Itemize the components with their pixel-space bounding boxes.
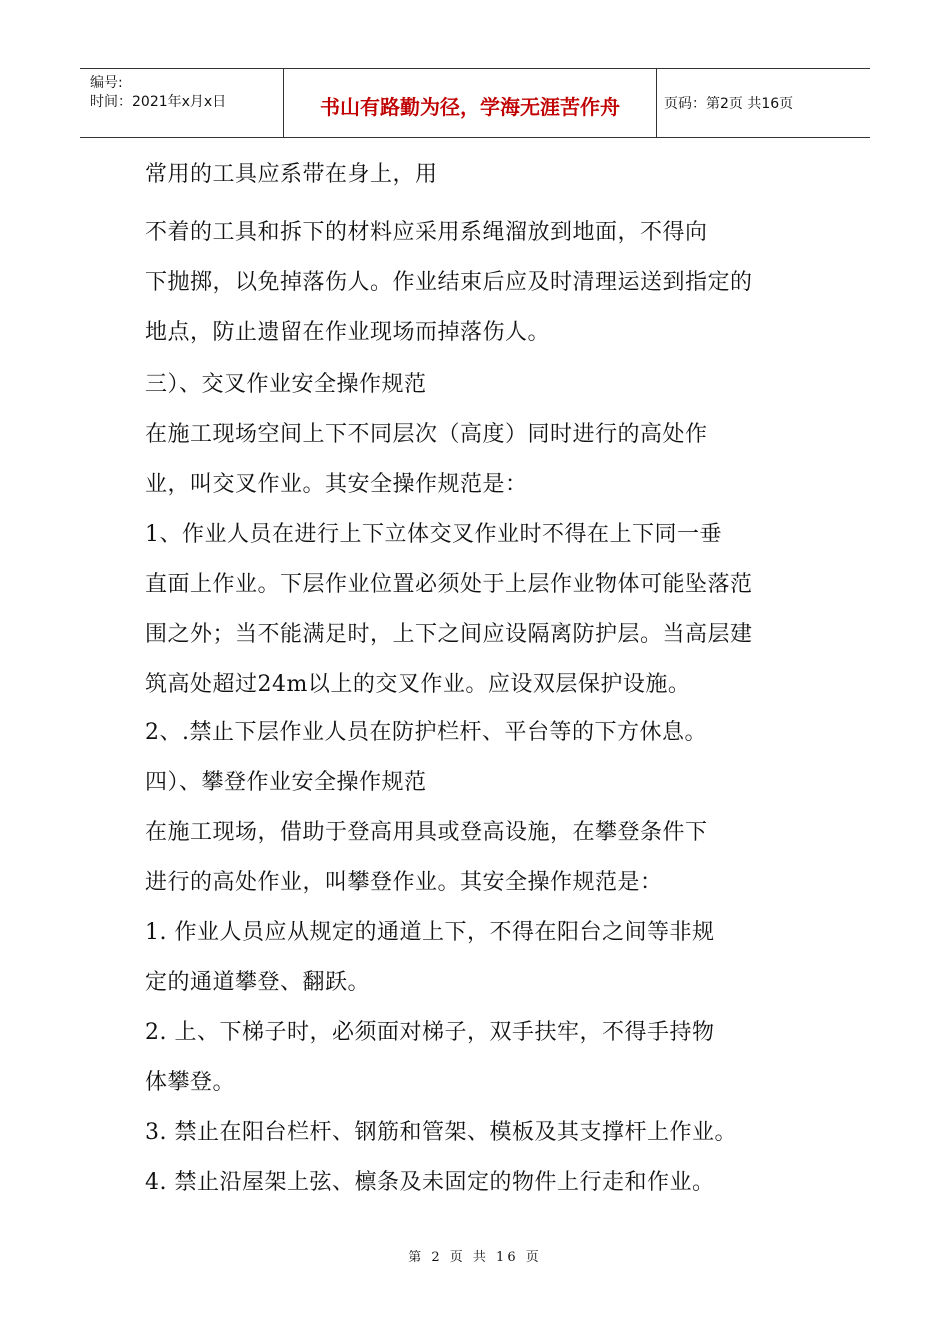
body-line: 下抛掷，以免掉落伤人。作业结束后应及时清理运送到指定的 xyxy=(145,270,753,295)
body-line: 进行的高处作业，叫攀登作业。其安全操作规范是： xyxy=(145,870,663,895)
body-line: 筑高处超过24m以上的交叉作业。应设双层保护设施。 xyxy=(145,672,691,697)
body-line: 常用的工具应系带在身上，用 xyxy=(145,162,438,187)
body-line: 3. 禁止在阳台栏杆、钢筋和管架、模板及其支撑杆上作业。 xyxy=(145,1120,737,1145)
header-meta xyxy=(80,69,283,137)
body-line: 不着的工具和拆下的材料应采用系绳溜放到地面，不得向 xyxy=(145,220,708,245)
body-line: 直面上作业。下层作业位置必须处于上层作业物体可能坠落范 xyxy=(145,572,753,597)
document-number-label: 编号: xyxy=(90,75,123,91)
page-header xyxy=(80,68,870,138)
body-line: 4. 禁止沿屋架上弦、檩条及未固定的物件上行走和作业。 xyxy=(145,1170,715,1195)
body-line: 1. 作业人员应从规定的通道上下，不得在阳台之间等非规 xyxy=(145,920,715,945)
page-footer: 第 2 页 共 16 页 xyxy=(408,1250,542,1265)
body-line: 2、.禁止下层作业人员在防护栏杆、平台等的下方休息。 xyxy=(145,720,707,745)
header-page-cell xyxy=(656,69,870,137)
document-date: 时间：2021年x月x日 xyxy=(90,94,227,110)
body-line: 2. 上、下梯子时，必须面对梯子，双手扶牢，不得手持物 xyxy=(145,1020,715,1045)
header-motto-cell xyxy=(283,69,657,137)
body-line: 围之外；当不能满足时，上下之间应设隔离防护层。当高层建 xyxy=(145,622,753,647)
section-heading: 四）、攀登作业安全操作规范 xyxy=(145,770,427,795)
header-page-info: 页码：第2页 共16页 xyxy=(664,96,794,112)
body-line: 1、作业人员在进行上下立体交叉作业时不得在上下同一垂 xyxy=(145,522,722,547)
body-line: 在施工现场，借助于登高用具或登高设施，在攀登条件下 xyxy=(145,820,708,845)
header-motto: 书山有路勤为径，学海无涯苦作舟 xyxy=(320,95,620,119)
body-line: 在施工现场空间上下不同层次（高度）同时进行的高处作 xyxy=(145,422,708,447)
body-line: 地点，防止遗留在作业现场而掉落伤人。 xyxy=(145,320,551,345)
body-line: 业，叫交叉作业。其安全操作规范是： xyxy=(145,472,528,497)
body-line: 定的通道攀登、翻跃。 xyxy=(145,970,371,995)
section-heading: 三）、交叉作业安全操作规范 xyxy=(145,372,427,397)
body-line: 体攀登。 xyxy=(145,1070,236,1095)
